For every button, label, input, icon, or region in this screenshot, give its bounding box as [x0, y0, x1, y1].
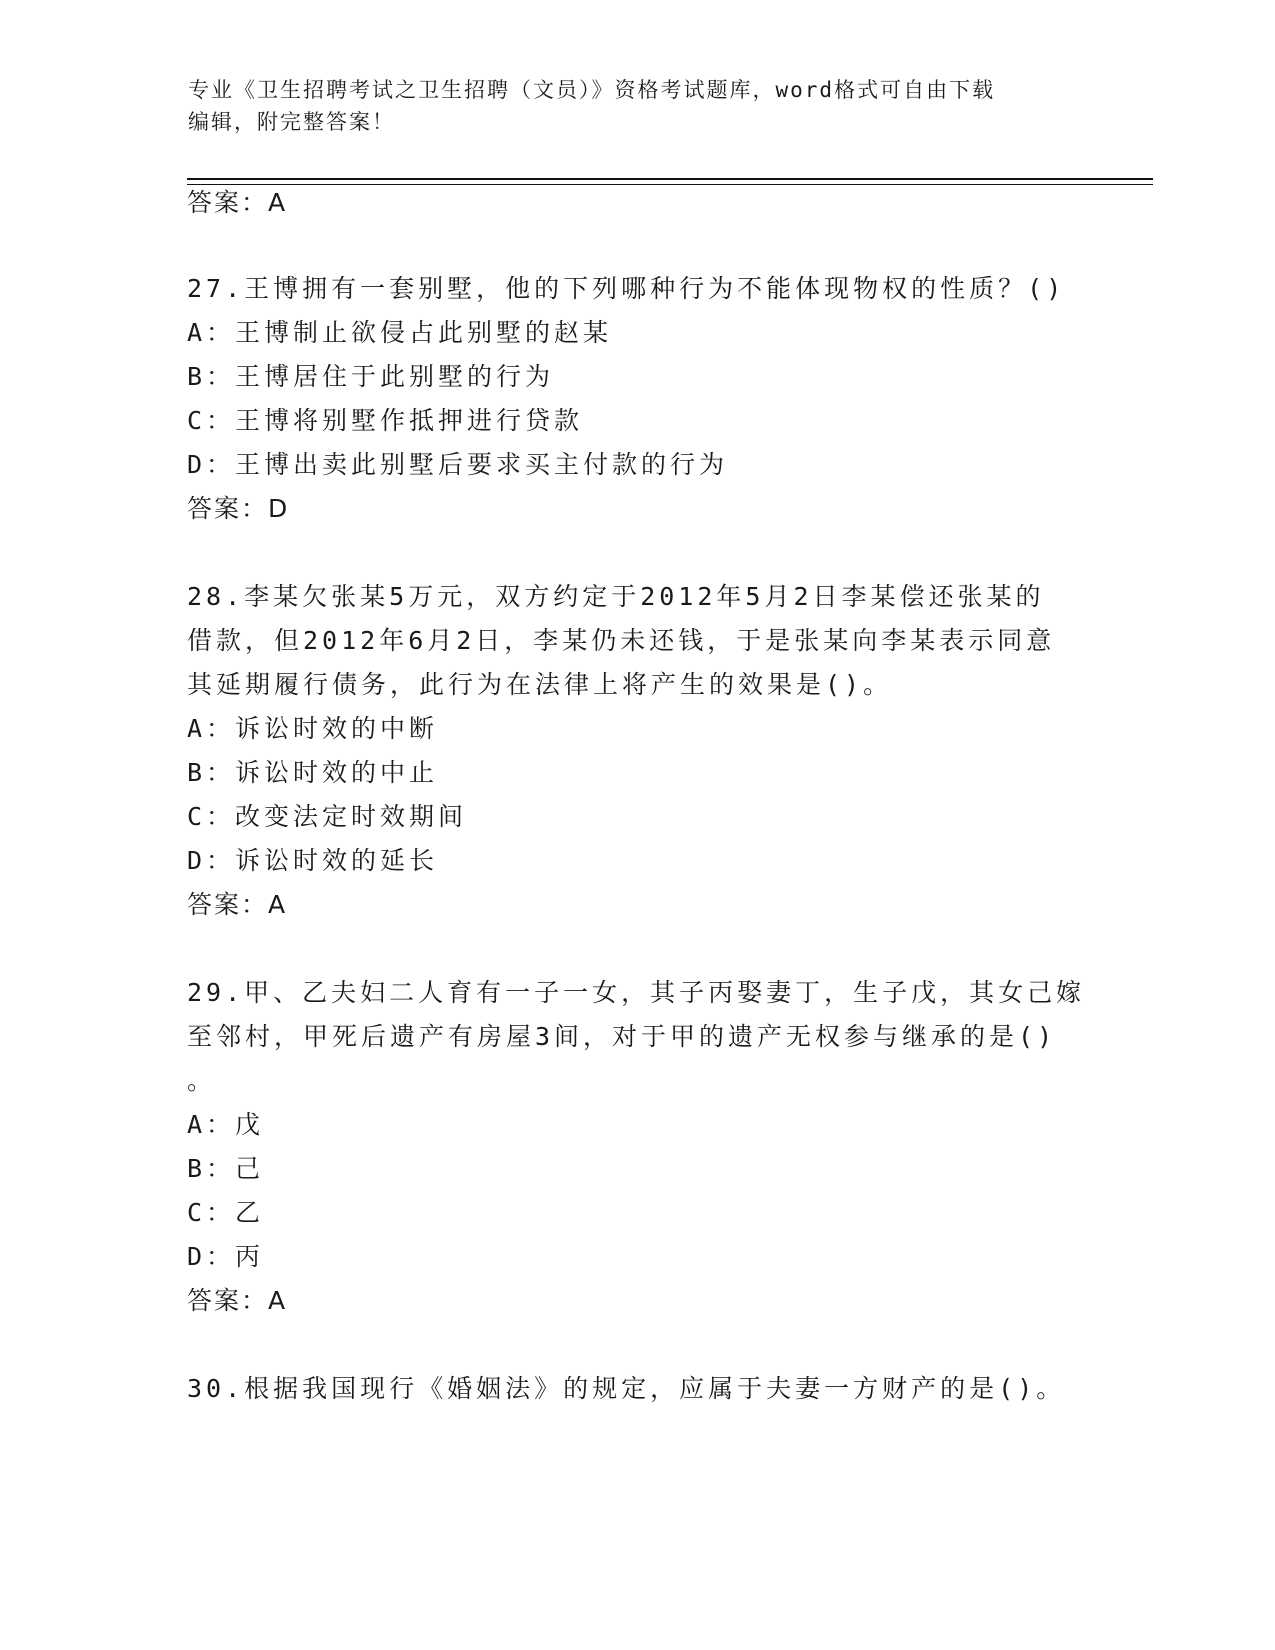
- q29-option-a: A：戊: [187, 1110, 265, 1139]
- q29-answer: 答案：A: [187, 1286, 288, 1315]
- header-divider-thick: [187, 178, 1153, 180]
- q27-option-b: B：王博居住于此别墅的行为: [187, 362, 555, 391]
- q29-option-c: C：乙: [187, 1198, 265, 1227]
- q29-stem-line-1: 29.甲、乙夫妇二人育有一子一女，其子丙娶妻丁，生子戊，其女己嫁: [187, 978, 1086, 1007]
- q28-answer: 答案：A: [187, 890, 288, 919]
- q29-stem-line-2: 至邻村，甲死后遗产有房屋3间，对于甲的遗产无权参与继承的是(): [187, 1022, 1057, 1051]
- q28-stem-line-2: 借款，但2012年6月2日，李某仍未还钱，于是张某向李某表示同意: [187, 626, 1056, 655]
- q29-option-b: B：己: [187, 1154, 265, 1183]
- q27-option-d: D：王博出卖此别墅后要求买主付款的行为: [187, 450, 729, 479]
- header-line-2: 编辑，附完整答案！: [188, 110, 395, 134]
- q28-option-c: C：改变法定时效期间: [187, 802, 468, 831]
- q28-stem-line-1: 28.李某欠张某5万元，双方约定于2012年5月2日李某偿还张某的: [187, 582, 1045, 611]
- q27-answer: 答案：D: [187, 494, 290, 523]
- q27-stem: 27.王博拥有一套别墅，他的下列哪种行为不能体现物权的性质？(): [187, 274, 1066, 303]
- q28-option-b: B：诉讼时效的中止: [187, 758, 439, 787]
- q27-option-c: C：王博将别墅作抵押进行贷款: [187, 406, 584, 435]
- document-header: [188, 74, 1088, 138]
- q30-stem: 30.根据我国现行《婚姻法》的规定，应属于夫妻一方财产的是()。: [187, 1374, 1066, 1403]
- header-divider-thin: [187, 184, 1153, 185]
- q28-option-a: A：诉讼时效的中断: [187, 714, 439, 743]
- q28-option-d: D：诉讼时效的延长: [187, 846, 439, 875]
- header-line-1: 专业《卫生招聘考试之卫生招聘（文员）》资格考试题库，word格式可自由下载: [188, 78, 996, 102]
- q29-option-d: D：丙: [187, 1242, 265, 1271]
- answer-prev: 答案：A: [187, 188, 288, 217]
- q27-option-a: A：王博制止欲侵占此别墅的赵某: [187, 318, 613, 347]
- q29-stem-line-3: 。: [187, 1066, 217, 1095]
- q28-stem-line-3: 其延期履行债务，此行为在法律上将产生的效果是()。: [187, 670, 893, 699]
